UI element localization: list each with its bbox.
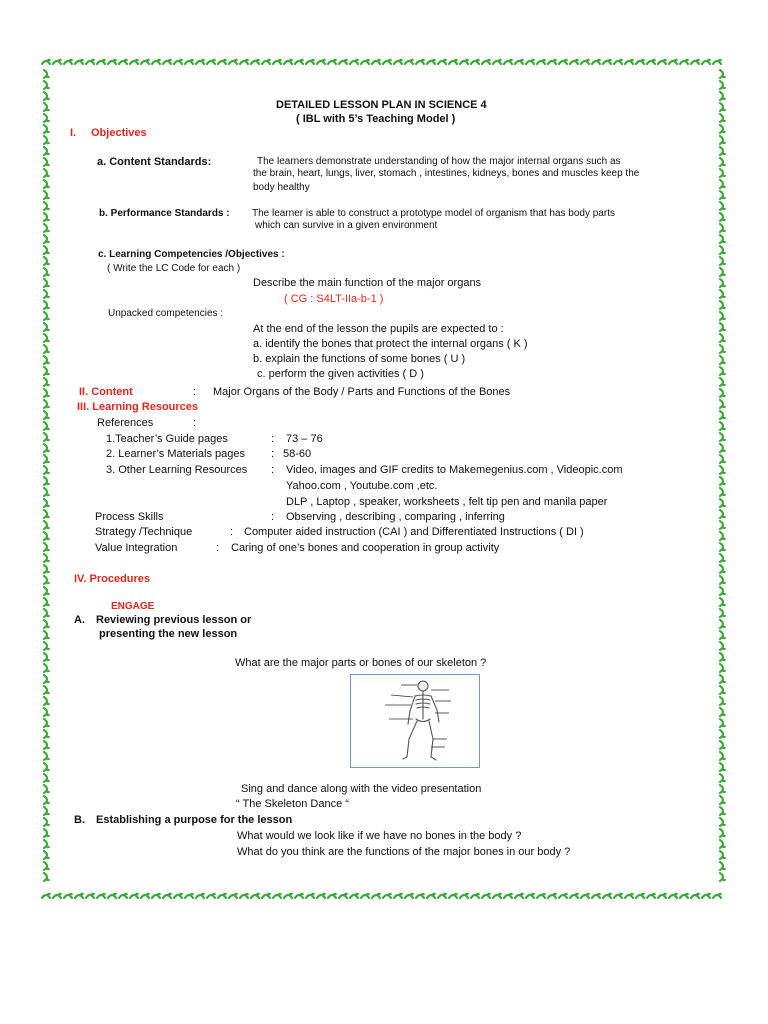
other-line: Video, images and GIF credits to Makemegenius.com , Videopic.com [286, 464, 623, 476]
expected-item: a. identify the bones that protect the internal organs ( K ) [253, 338, 528, 350]
engage-label: ENGAGE [111, 601, 155, 612]
skeleton-diagram-icon [351, 675, 479, 767]
purpose-question: What do you think are the functions of the major bones in our body ? [237, 846, 571, 858]
strategy-label: Strategy /Technique [95, 526, 193, 538]
expected-intro: At the end of the lesson the pupils are expected to : [253, 323, 504, 335]
procedures-heading: IV. Procedures [74, 573, 151, 585]
step-a-line: presenting the new lesson [99, 628, 238, 640]
step-a-label: A. [74, 614, 85, 626]
step-a-line: Reviewing previous lesson or [96, 614, 252, 626]
cg-code: ( CG : S4LT-IIa-b-1 ) [284, 293, 384, 305]
content-standards-line: The learners demonstrate understanding of how the major internal organs such as [257, 156, 621, 167]
other-line: DLP , Laptop , speaker, worksheets , felt tip pen and manila paper [286, 496, 608, 508]
step-b-label: B. [74, 814, 85, 826]
performance-standards-label: b. Performance Standards : [99, 208, 230, 219]
other-label: 3. Other Learning Resources [106, 464, 248, 476]
tg-label: 1.Teacher’s Guide pages [106, 433, 228, 445]
process-value: Observing , describing , comparing , inferring [286, 511, 505, 523]
page-subtitle: ( IBL with 5’s Teaching Model ) [296, 113, 456, 125]
competency-text: Describe the main function of the major organs [253, 277, 482, 289]
page-title: DETAILED LESSON PLAN IN SCIENCE 4 [276, 99, 487, 111]
purpose-question: What would we look like if we have no bones in the body ? [237, 830, 522, 842]
lm-value: 58-60 [283, 448, 312, 460]
lm-colon: : [271, 448, 275, 460]
other-colon: : [271, 464, 275, 476]
process-colon: : [271, 511, 275, 523]
content-text: Major Organs of the Body / Parts and Functions of the Bones [213, 386, 511, 398]
resources-heading: III. Learning Resources [77, 401, 199, 413]
lc-code-note: ( Write the LC Code for each ) [107, 263, 241, 274]
references-label: References [97, 417, 154, 429]
value-colon: : [216, 542, 220, 554]
objectives-number: I. [70, 127, 77, 139]
unpacked-label: Unpacked competencies : [108, 308, 224, 319]
expected-item: b. explain the functions of some bones ( U ) [253, 353, 466, 365]
dance-title: “ The Skeleton Dance “ [236, 798, 349, 810]
content-standards-line: the brain, heart, lungs, liver, stomach , intestines, kidneys, bones and muscles keep the [253, 168, 640, 179]
content-heading: II. Content [79, 386, 133, 398]
process-label: Process Skills [95, 511, 164, 523]
lm-label: 2. Learner’s Materials pages [106, 448, 246, 460]
skeleton-question: What are the major parts or bones of our skeleton ? [235, 657, 487, 669]
tg-value: 73 – 76 [286, 433, 323, 445]
performance-standards-line: which can survive in a given environment [255, 220, 438, 231]
value-label: Value Integration [95, 542, 178, 554]
tg-colon: : [271, 433, 275, 445]
content-colon: : [193, 386, 197, 398]
content-standards-line: body healthy [253, 182, 310, 193]
expected-item: c. perform the given activities ( D ) [257, 368, 424, 380]
skeleton-image [350, 674, 480, 768]
strategy-colon: : [230, 526, 234, 538]
competencies-label: c. Learning Competencies /Objectives : [98, 249, 285, 260]
strategy-value: Computer aided instruction (CAI ) and Differentiated Instructions ( DI ) [244, 526, 584, 538]
references-colon: : [193, 417, 197, 429]
step-b-text: Establishing a purpose for the lesson [96, 814, 293, 826]
other-line: Yahoo.com , Youtube.com ,etc. [286, 480, 438, 492]
content-standards-label: a. Content Standards: [97, 156, 212, 168]
performance-standards-line: The learner is able to construct a prototype model of organism that has body parts [252, 208, 615, 219]
objectives-heading: Objectives [91, 127, 147, 139]
sing-line: Sing and dance along with the video presentation [241, 783, 482, 795]
value-value: Caring of one’s bones and cooperation in group activity [231, 542, 500, 554]
